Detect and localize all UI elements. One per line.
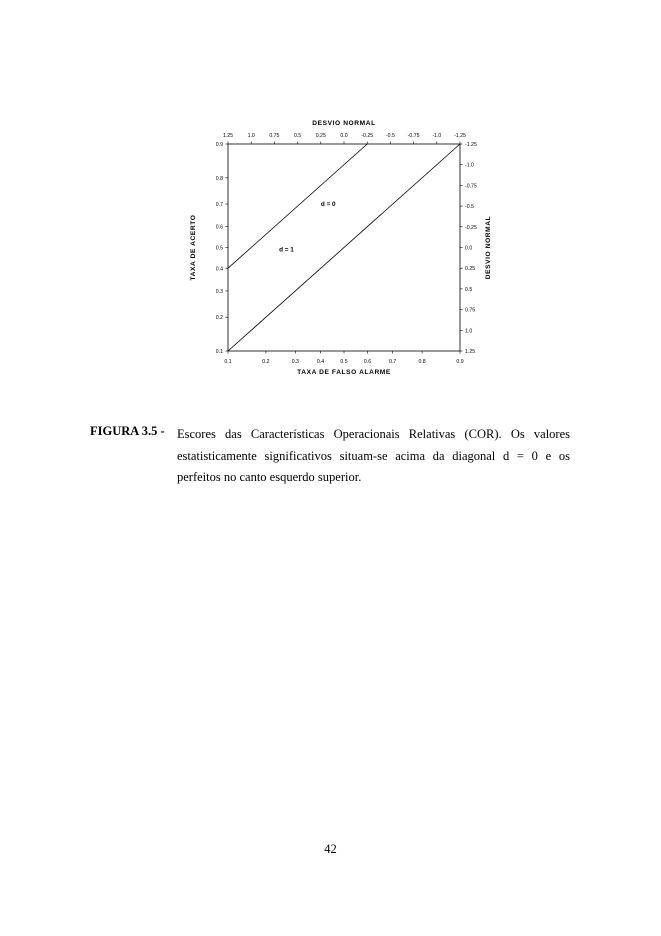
x-tick-label: 0.9 <box>456 359 464 365</box>
x-tick-label: 0.7 <box>389 359 397 365</box>
right-tick-label: -1.25 <box>465 142 477 148</box>
top-tick-label: -1.25 <box>454 133 466 139</box>
figure-caption-text: Escores das Características Operacionais Relativas (COR). Os valores estatisticamente significativos situam-se acima da diagonal d = 0 e os perfeitos no canto esquerdo superior. <box>177 427 570 484</box>
y-tick-label: 0.8 <box>215 175 223 182</box>
y-tick-label: 0.1 <box>215 349 223 355</box>
y-axis-title: TAXA DE ACERTO <box>190 214 197 281</box>
x-tick-label: 0.8 <box>418 359 426 365</box>
y-tick-label: 0.9 <box>215 142 223 148</box>
top-tick-label: -1.0 <box>432 133 442 139</box>
top-tick-label: -0.5 <box>385 133 395 139</box>
top-tick-label: 0.25 <box>315 133 326 139</box>
roc-chart <box>180 110 510 385</box>
right-tick-label: 0.75 <box>465 307 476 314</box>
top-tick-label: 0.75 <box>269 133 280 139</box>
right-tick-label: 0.25 <box>465 266 476 273</box>
right-tick-label: -0.75 <box>465 183 477 190</box>
series-line-d0 <box>228 144 460 351</box>
right-tick-label: 0.0 <box>465 245 473 252</box>
top-tick-label: -0.25 <box>361 133 374 139</box>
annotation-label: d = 1 <box>279 246 294 254</box>
right-axis-title: DESVIO NORMAL <box>485 215 492 280</box>
y-tick-label: 0.3 <box>215 288 223 295</box>
x-tick-label: 0.3 <box>291 359 299 365</box>
top-tick-label: 1.0 <box>247 133 255 139</box>
right-tick-label: 1.0 <box>465 328 473 335</box>
right-tick-label: -0.5 <box>465 204 474 211</box>
chart-title: DESVIO NORMAL <box>312 120 376 127</box>
y-tick-label: 0.7 <box>215 202 223 209</box>
figure-label: FIGURA 3.5 - <box>90 424 165 438</box>
y-tick-label: 0.5 <box>215 245 223 252</box>
y-tick-label: 0.4 <box>215 266 223 273</box>
right-tick-label: 0.5 <box>465 286 473 293</box>
annotation-label: d = 0 <box>320 201 336 209</box>
x-tick-label: 0.1 <box>224 359 232 365</box>
right-tick-label: 1.25 <box>465 349 476 355</box>
right-tick-label: -0.25 <box>465 224 477 231</box>
page-number: 42 <box>324 842 337 856</box>
x-axis-title: TAXA DE FALSO ALARME <box>297 369 391 376</box>
x-tick-label: 0.2 <box>262 359 270 365</box>
top-tick-label: 0.0 <box>340 133 348 139</box>
series-line-d1 <box>228 144 367 268</box>
right-tick-label: -1.0 <box>465 162 474 169</box>
top-tick-label: -0.75 <box>407 133 420 139</box>
x-tick-label: 0.5 <box>340 359 348 365</box>
y-tick-label: 0.2 <box>215 315 223 322</box>
y-tick-label: 0.6 <box>215 224 223 231</box>
x-tick-label: 0.4 <box>316 359 325 365</box>
x-tick-label: 0.6 <box>363 359 372 365</box>
top-tick-label: 0.5 <box>293 133 302 139</box>
top-tick-label: 1.25 <box>222 133 234 139</box>
